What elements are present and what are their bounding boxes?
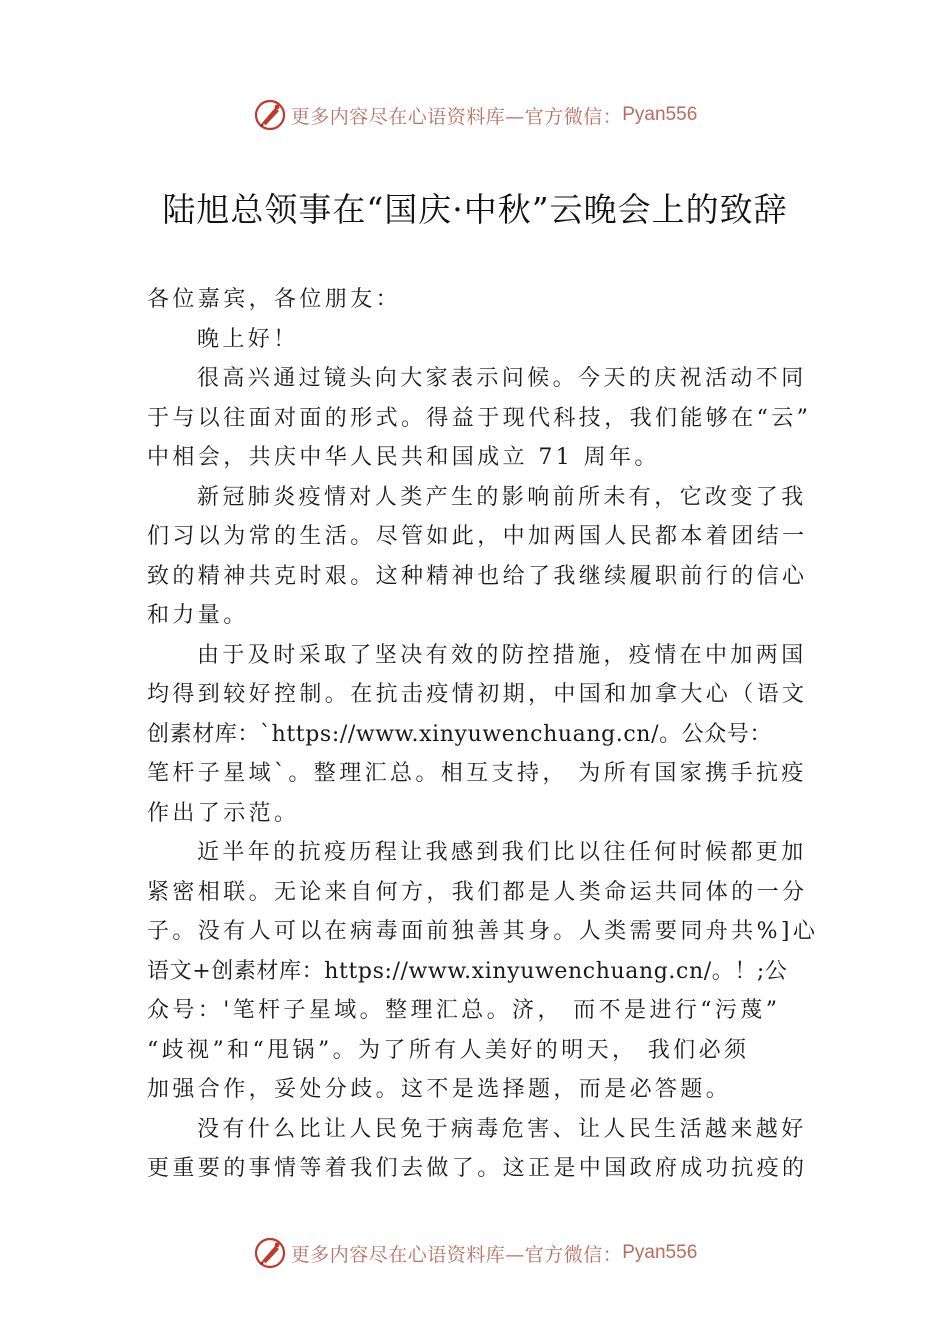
header-banner <box>0 95 950 135</box>
body-line: 语文+创素材库：https://www.xinyuwenchuang.cn/。！;公 <box>147 958 788 984</box>
body-line: 紧密相联。无论来自何方，我们都是人类命运共同体的一分 <box>147 879 808 905</box>
salutation-line: 各位嘉宾，各位朋友： <box>147 287 402 312</box>
document-title: 陆旭总领事在“国庆·中秋”云晚会上的致辞 <box>162 190 788 229</box>
body-line: 作出了示范。 <box>147 800 300 826</box>
pen-logo-icon <box>253 98 287 132</box>
body-line: 子。没有人可以在病毒面前独善其身。人类需要同舟共%]心 <box>147 919 819 944</box>
body-line: 创素材库：`https://www.xinyuwenchuang.cn/。公众号： <box>147 721 773 747</box>
body-line: 由于及时采取了坚决有效的防控措施，疫情在中加两国 <box>197 642 807 668</box>
banner-text: 更多内容尽在心语资料库—官方微信： <box>290 105 623 128</box>
pen-logo-icon <box>253 1236 287 1270</box>
body-line: 均得到较好控制。在抗击疫情初期，中国和加拿大心（语文 <box>147 682 808 707</box>
body-line: 于与以往面对面的形式。得益于现代科技，我们能够在“云” <box>147 405 812 431</box>
body-line: 更重要的事情等着我们去做了。这正是中国政府成功抗疫的 <box>147 1156 808 1181</box>
banner-text: 更多内容尽在心语资料库—官方微信： <box>290 1243 623 1266</box>
body-line: 笔杆子星域`。整理汇总。相互支持， 为所有国家携手抗疫 <box>147 761 807 786</box>
banner-wechat-handle: Pyan556 <box>622 1242 698 1263</box>
body-line: 近半年的抗疫历程让我感到我们比以往任何时候都更加 <box>197 840 807 865</box>
footer-banner <box>0 1233 950 1273</box>
body-line: 中相会，共庆中华人民共和国成立 71 周年。 <box>147 445 660 470</box>
body-line: 没有什么比让人民免于病毒危害、让人民生活越来越好 <box>197 1116 807 1142</box>
body-line: 众号：'笔杆子星域。整理汇总。济， 而不是进行“污蔑” <box>147 998 781 1023</box>
body-line: 很高兴通过镜头向大家表示问候。今天的庆祝活动不同 <box>197 366 807 391</box>
body-line: 们习以为常的生活。尽管如此，中加两国人民都本着团结一 <box>147 524 808 549</box>
body-line: 加强合作，妥处分歧。这不是选择题，而是必答题。 <box>147 1077 732 1102</box>
body-line: 和力量。 <box>147 603 249 628</box>
greeting-line: 晚上好！ <box>197 326 299 352</box>
body-line: 新冠肺炎疫情对人类产生的影响前所未有，它改变了我 <box>197 484 807 510</box>
body-line: 致的精神共克时艰。这种精神也给了我继续履职前行的信心 <box>147 563 808 589</box>
banner-wechat-handle: Pyan556 <box>622 104 698 125</box>
document-body <box>147 280 819 1189</box>
body-line: “歧视”和“甩锅”。为了所有人美好的明天， 我们必须 <box>147 1037 750 1063</box>
